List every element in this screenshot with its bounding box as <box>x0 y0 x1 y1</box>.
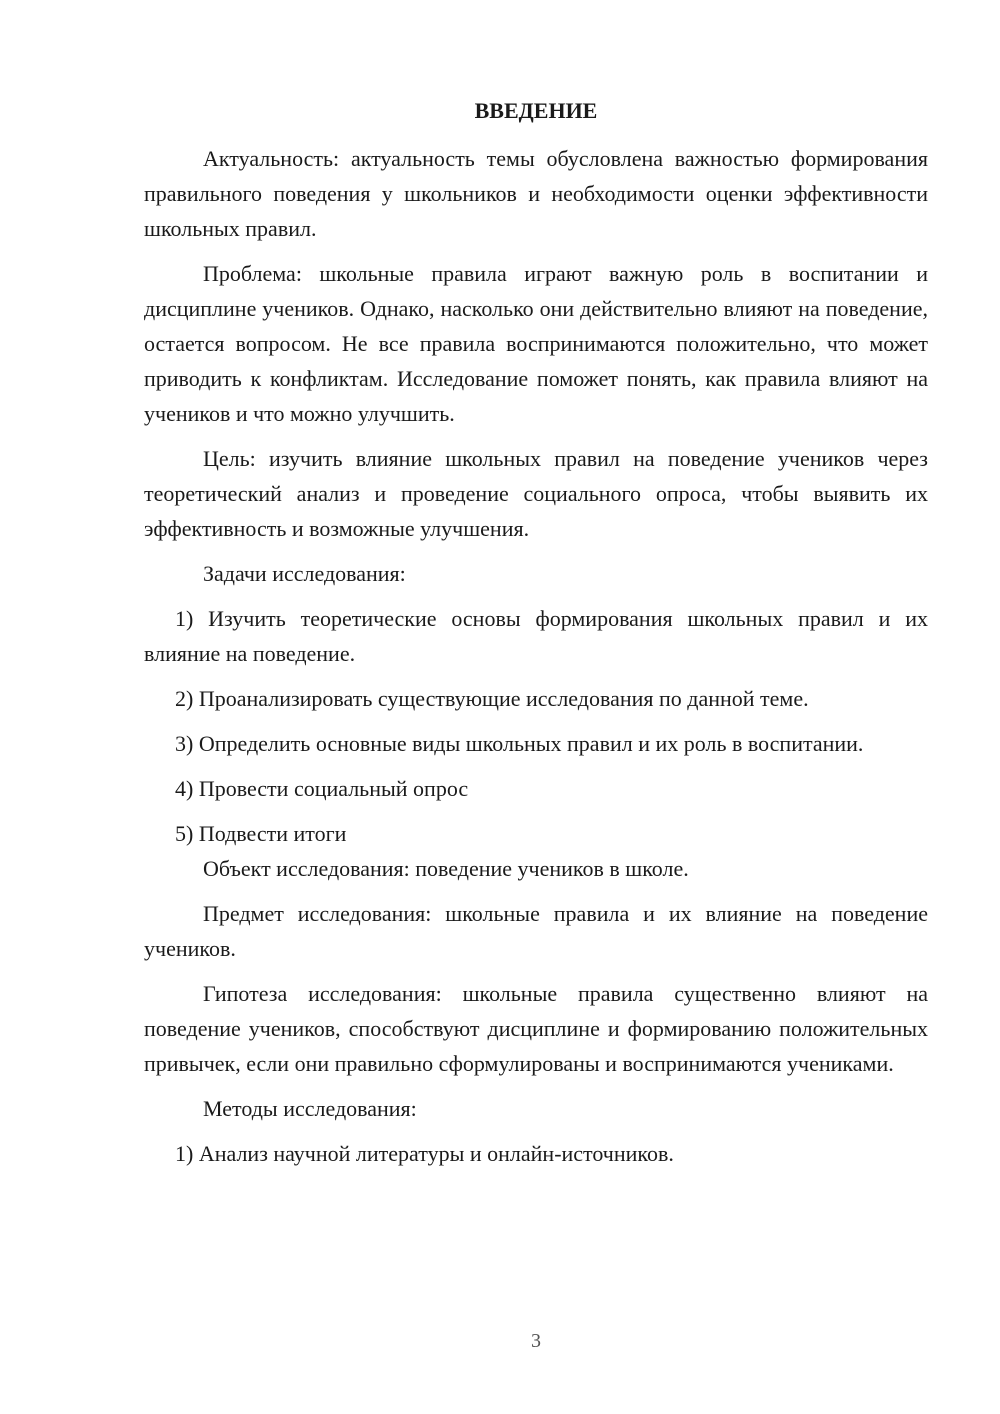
paragraph-relevance: Актуальность: актуальность темы обусловлена важностью формирования правильного поведения у школьников и необходимости оценки эффективности школьных правил. <box>144 146 928 241</box>
task-item-4: 4) Провести социальный опрос <box>175 776 469 801</box>
task-item-2: 2) Проанализировать существующие исследования по данной теме. <box>175 686 809 711</box>
tasks-heading: Задачи исследования: <box>203 561 406 586</box>
paragraph-goal: Цель: изучить влияние школьных правил на поведение учеников через теоретический анализ и проведение социального опроса, чтобы выявить их эффективность и возможные улучшения. <box>144 446 928 541</box>
paragraph-subject: Предмет исследования: школьные правила и их влияние на поведение учеников. <box>144 901 928 961</box>
paragraph-object: Объект исследования: поведение учеников в школе. <box>203 856 689 881</box>
paragraph-hypothesis: Гипотеза исследования: школьные правила существенно влияют на поведение учеников, способствуют дисциплине и формированию положительных привычек, если они правильно сформулированы и воспринимаются учениками. <box>144 981 928 1076</box>
page-number: 3 <box>531 1330 541 1352</box>
page-content <box>144 96 928 1181</box>
task-item-5: 5) Подвести итоги <box>175 821 347 846</box>
task-item-1: 1) Изучить теоретические основы формирования школьных правил и их влияние на поведение. <box>144 606 928 666</box>
method-item-1: 1) Анализ научной литературы и онлайн-источников. <box>175 1141 674 1166</box>
methods-heading: Методы исследования: <box>203 1096 417 1121</box>
task-item-3: 3) Определить основные виды школьных правил и их роль в воспитании. <box>175 731 864 756</box>
section-title: ВВЕДЕНИЕ <box>474 98 598 123</box>
paragraph-problem: Проблема: школьные правила играют важную роль в воспитании и дисциплине учеников. Однако, насколько они действительно влияют на поведение, остается вопросом. Не все правила воспринимаются положительно, что может приводить к конфликтам. Исследование поможет понять, как правила влияют на учеников и что можно улучшить. <box>144 261 928 426</box>
